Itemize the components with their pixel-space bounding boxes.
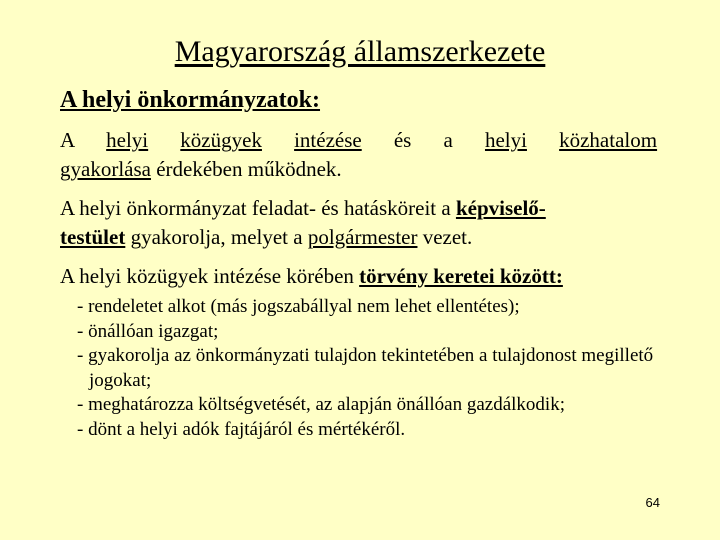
- underlined-term: helyi: [484, 128, 527, 152]
- paragraph-scope: [60, 262, 657, 291]
- paragraph-purpose: [60, 126, 657, 184]
- list-item: - dönt a helyi adók fajtájáról és mértékéről.: [77, 418, 406, 440]
- page-title: Magyarország államszerkezete: [174, 35, 546, 68]
- underlined-term: intézése: [294, 128, 362, 152]
- text-fragment: a: [443, 128, 453, 152]
- underlined-term: gyakorlása: [60, 157, 151, 181]
- list-item: - meghatározza költségvetését, az alapján önállóan gazdálkodik;: [77, 394, 565, 415]
- list-item: - önállóan igazgat;: [77, 320, 219, 342]
- section-heading: A helyi önkormányzatok:: [60, 87, 321, 113]
- text-fragment: A helyi közügyek intézése körében: [60, 264, 360, 288]
- highlighted-term: törvény keretei között:: [359, 264, 563, 288]
- underlined-term: közhatalom: [559, 128, 658, 152]
- text-fragment: A: [60, 128, 75, 152]
- text-fragment: A helyi önkormányzat feladat- és hatásköreit a: [60, 196, 456, 220]
- underlined-term: közügyek: [180, 128, 262, 152]
- underlined-term: polgármester: [307, 225, 418, 249]
- text-fragment: gyakorolja, melyet a: [125, 225, 308, 249]
- powers-list: [77, 295, 667, 442]
- list-item: - gyakorolja az önkormányzati tulajdon tekintetében a tulajdonost megillető jogokat;: [77, 345, 654, 391]
- text-fragment: érdekében működnek.: [150, 157, 342, 181]
- highlighted-term: testület: [60, 225, 126, 249]
- list-item: - rendeletet alkot (más jogszabállyal nem lehet ellentétes);: [77, 296, 520, 317]
- paragraph-authority: [60, 194, 657, 252]
- text-fragment: vezet.: [417, 225, 473, 249]
- text-fragment: és: [393, 128, 412, 152]
- underlined-term: helyi: [106, 128, 149, 152]
- highlighted-term: képviselő-: [455, 196, 546, 220]
- page-number: 64: [645, 495, 660, 510]
